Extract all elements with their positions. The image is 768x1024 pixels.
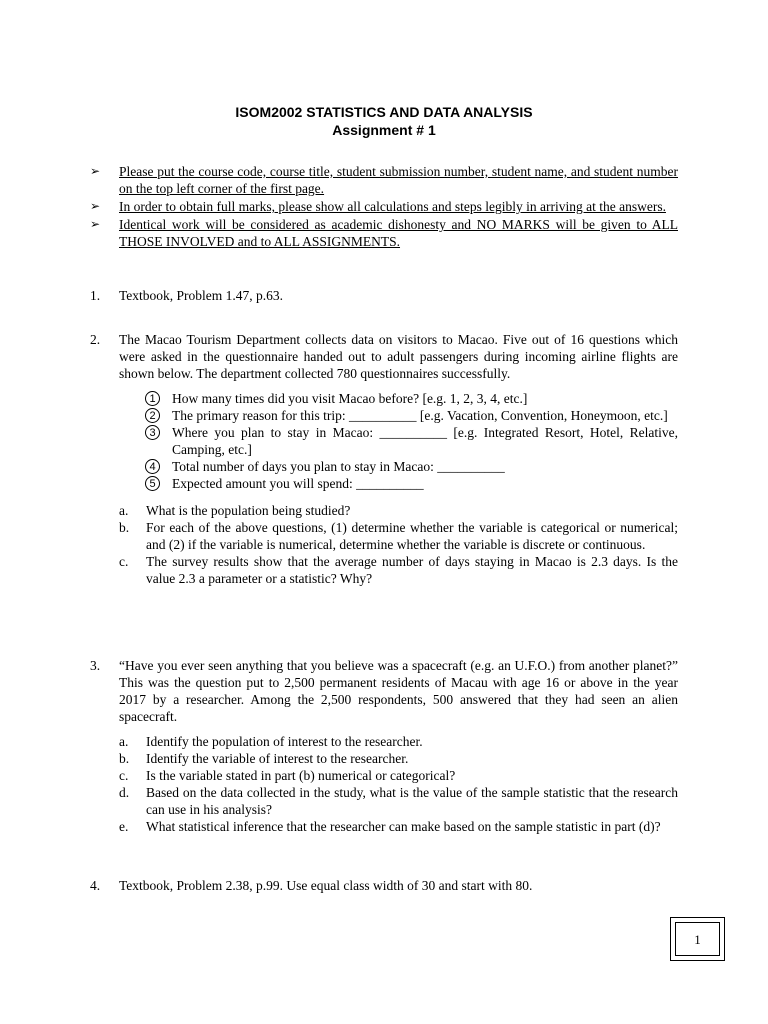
page-number: 1: [675, 922, 720, 956]
question-part: c. The survey results show that the average number of days staying in Macao is 2.3 days. Is the value 2.3 a parameter or a statistic? Why?: [119, 554, 678, 586]
question-part: e. What statistical inference that the researcher can make based on the sample statistic in part (d)?: [119, 819, 661, 834]
survey-questions: [145, 390, 678, 492]
question-1: [90, 287, 678, 304]
question-part: a. What is the population being studied?: [119, 503, 351, 518]
question-text: Textbook, Problem 1.47, p.63.: [119, 288, 284, 303]
survey-item: 4 Total number of days you plan to stay in Macao: __________: [145, 458, 678, 475]
survey-item: 2 The primary reason for this trip: __________ [e.g. Vacation, Convention, Honeymoon, etc.]: [145, 407, 678, 424]
course-title: ISOM2002 STATISTICS AND DATA ANALYSIS: [235, 104, 533, 120]
question-part: c. Is the variable stated in part (b) numerical or categorical?: [119, 768, 456, 783]
question-number: 3.: [90, 658, 101, 673]
survey-item: 1 How many times did you visit Macao before? [e.g. 1, 2, 3, 4, etc.]: [145, 390, 678, 407]
circled-number: 4: [145, 459, 160, 474]
question-parts: [119, 733, 678, 835]
question-text: The Macao Tourism Department collects data on visitors to Macao. Five out of 16 questions which were asked in the questionnaire handed out to adult passengers during incoming airline flights are shown below. The department collected 780 questionnaires successfully.: [119, 332, 678, 381]
instruction-item: ➢ In order to obtain full marks, please show all calculations and steps legibly in arriving at the answers.: [90, 199, 666, 214]
arrow-bullet-icon: ➢: [90, 199, 101, 213]
survey-item: 3 Where you plan to stay in Macao: __________ [e.g. Integrated Resort, Hotel, Relative, Camping, etc.]: [145, 424, 678, 458]
question-3: [90, 657, 678, 835]
question-number: 4.: [90, 878, 101, 893]
instruction-item: ➢ Please put the course code, course title, student submission number, student name, and student number on the top left corner of the first page.: [90, 164, 678, 196]
question-number: 2.: [90, 332, 101, 347]
question-text: “Have you ever seen anything that you believe was a spacecraft (e.g. an U.F.O.) from another planet?” This was the question put to 2,500 permanent residents of Macau with age 16 or above in the year 2017 by a researcher. Among the 2,500 respondents, 500 answered that they had seen an alien spacecraft.: [119, 658, 678, 724]
page-number-box: [670, 917, 725, 961]
question-part: b. For each of the above questions, (1) determine whether the variable is categorical or numerical; and (2) if the variable is numerical, determine whether the variable is discrete or continuous.: [119, 520, 678, 552]
instruction-item: ➢ Identical work will be considered as academic dishonesty and NO MARKS will be given to ALL THOSE INVOLVED and to ALL ASSIGNMENTS.: [90, 217, 678, 249]
circled-number: 1: [145, 391, 160, 406]
circled-number: 5: [145, 476, 160, 491]
question-parts: [119, 502, 678, 587]
question-part: a. Identify the population of interest to the researcher.: [119, 734, 423, 749]
question-4: [90, 877, 678, 894]
question-part: d. Based on the data collected in the study, what is the value of the sample statistic that the research can use in his analysis?: [119, 785, 678, 817]
circled-number: 2: [145, 408, 160, 423]
assignment-title: Assignment # 1: [332, 122, 436, 138]
circled-number: 3: [145, 425, 160, 440]
instructions-list: [90, 163, 678, 251]
question-number: 1.: [90, 288, 101, 303]
question-part: b. Identify the variable of interest to the researcher.: [119, 751, 409, 766]
arrow-bullet-icon: ➢: [90, 217, 101, 231]
question-text: Textbook, Problem 2.38, p.99. Use equal class width of 30 and start with 80.: [119, 878, 533, 893]
question-2: [90, 331, 678, 587]
survey-item: 5 Expected amount you will spend: __________: [145, 475, 678, 492]
arrow-bullet-icon: ➢: [90, 164, 101, 178]
